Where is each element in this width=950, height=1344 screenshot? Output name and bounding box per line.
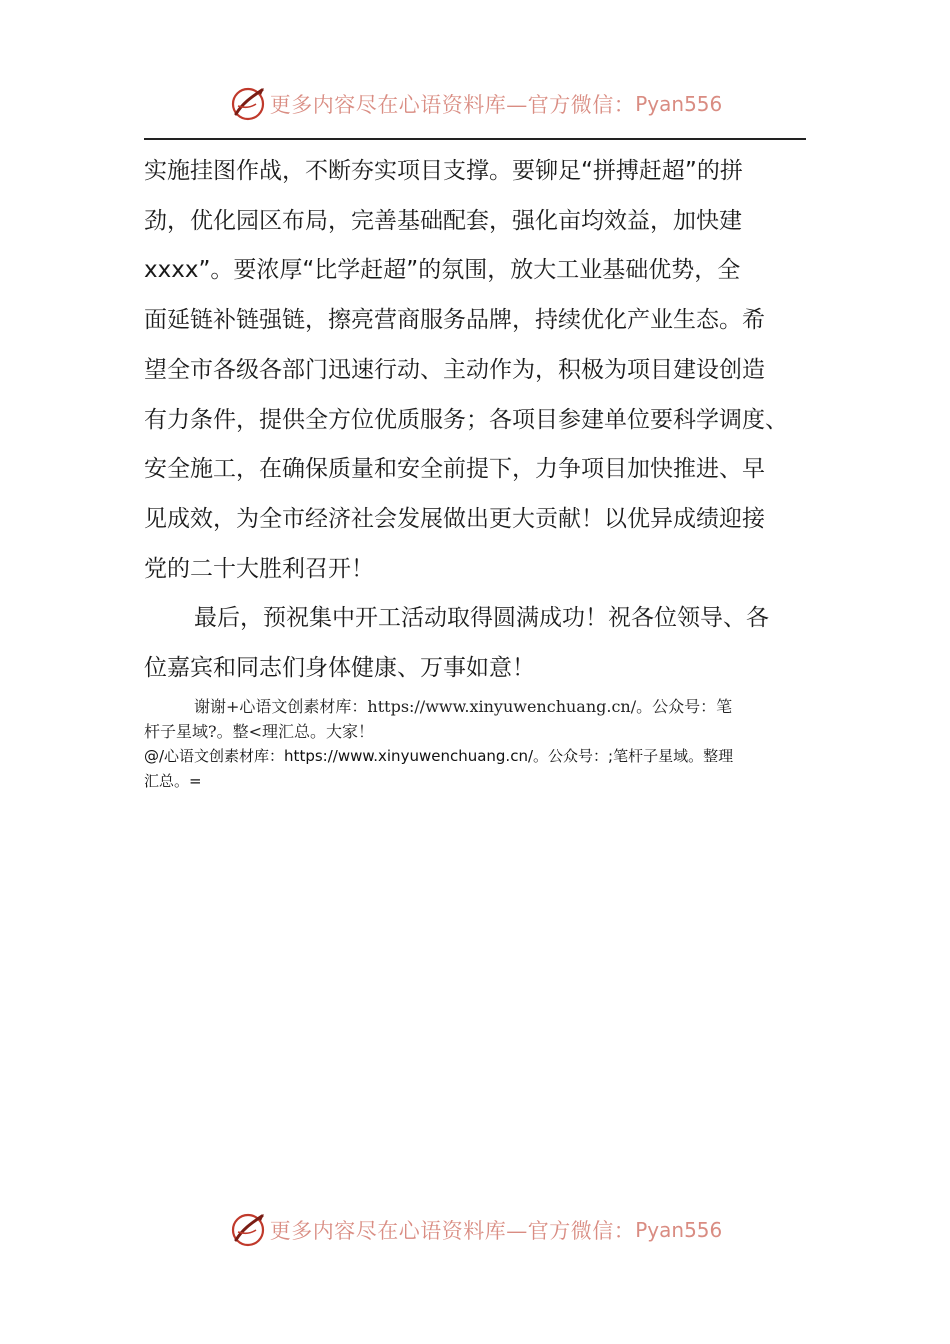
body-line: 位嘉宾和同志们身体健康、万事如意！ — [144, 655, 535, 682]
source-note — [144, 694, 809, 744]
header-banner — [0, 80, 950, 128]
footer-banner — [0, 1206, 950, 1254]
note-line: 汇总。= — [144, 772, 202, 790]
body-line: 面延链补链强链，擦亮营商服务品牌，持续优化产业生态。希 — [144, 307, 765, 334]
source-note-secondary — [144, 744, 809, 794]
body-line: 最后，预祝集中开工活动取得圆满成功！祝各位领导、各 — [194, 605, 769, 632]
note-line: @/心语文创素材库：https://www.xinyuwenchuang.cn/。公众号：;笔杆子星域。整理 — [144, 747, 734, 765]
body-line: 有力条件，提供全方位优质服务；各项目参建单位要科学调度、 — [144, 406, 788, 433]
body-line: 劲，优化园区布局，完善基础配套，强化亩均效益，加快建 — [144, 207, 742, 234]
body-line: 见成效，为全市经济社会发展做出更大贡献！以优异成绩迎接 — [144, 505, 765, 532]
header-divider — [144, 138, 806, 140]
body-line: 党的二十大胜利召开！ — [144, 555, 374, 582]
note-line: 谢谢+心语文创素材库：https://www.xinyuwenchuang.cn/。公众号：笔 — [194, 697, 733, 716]
note-line: 杆子星域?。整<理汇总。大家！ — [144, 722, 374, 741]
body-line: 实施挂图作战，不断夯实项目支撑。要铆足“拼搏赶超”的拼 — [144, 158, 743, 184]
footer-wechat-id: Pyan556 — [635, 1218, 723, 1242]
pen-logo-icon — [228, 84, 268, 124]
header-wechat-id: Pyan556 — [635, 92, 723, 116]
body-line: 安全施工，在确保质量和安全前提下，力争项目加快推进、早 — [144, 456, 765, 483]
document-body — [144, 147, 809, 694]
pen-logo-icon — [228, 1210, 268, 1250]
body-line: xxxx”。要浓厚“比学赶超”的氛围，放大工业基础优势，全 — [144, 257, 741, 284]
body-line: 望全市各级各部门迅速行动、主动作为，积极为项目建设创造 — [144, 356, 765, 383]
footer-banner-text: 更多内容尽在心语资料库—官方微信： — [269, 1219, 636, 1243]
header-banner-text: 更多内容尽在心语资料库—官方微信： — [269, 93, 636, 117]
